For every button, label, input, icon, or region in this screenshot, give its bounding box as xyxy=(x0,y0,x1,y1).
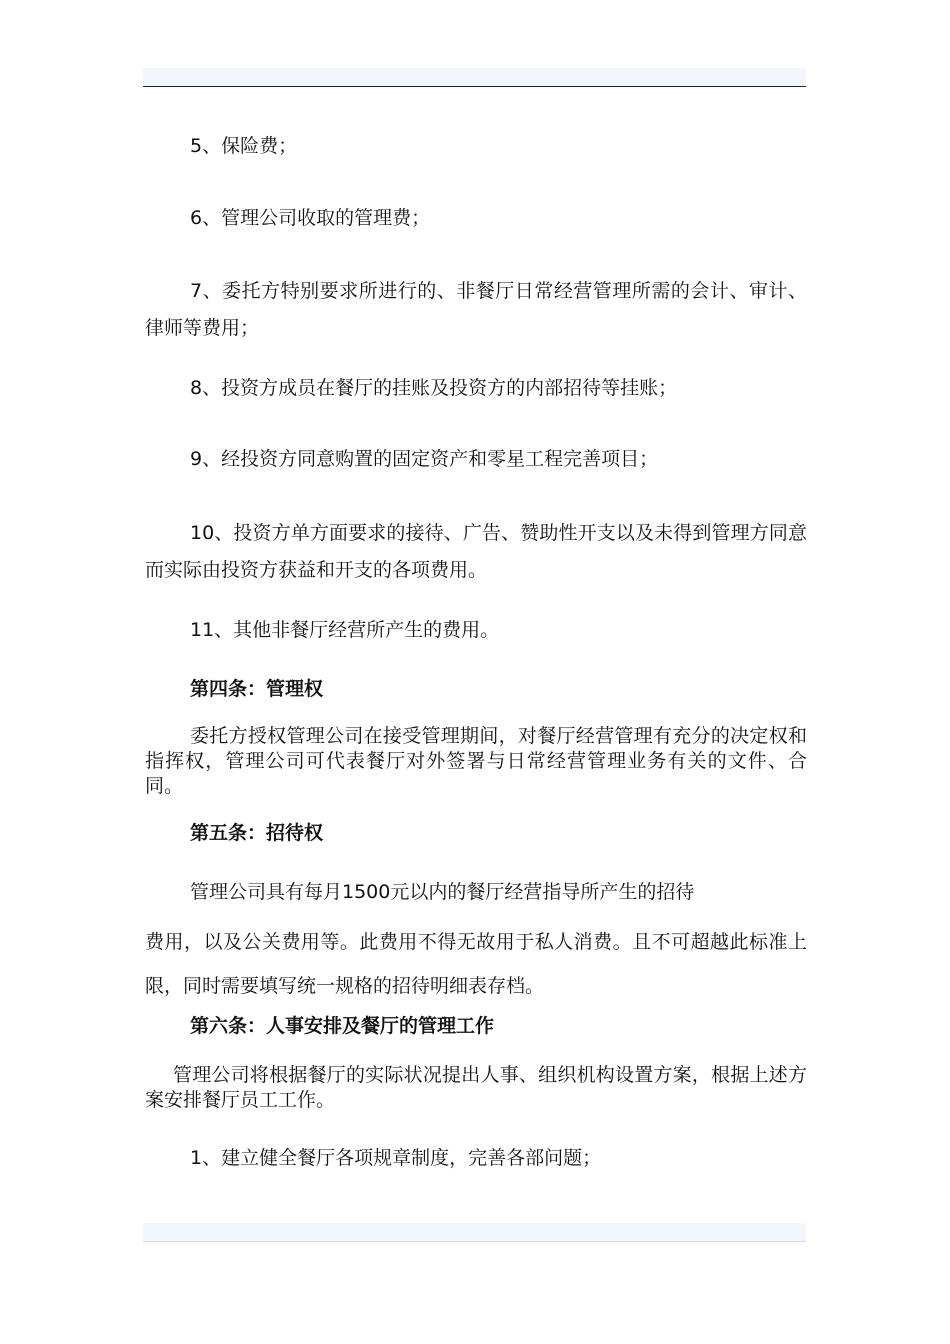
article-6-body: 管理公司将根据餐厅的实际状况提出人事、组织机构设置方案，根据上述方案安排餐厅员工工作。 xyxy=(145,1064,807,1111)
article-6-item-1: 1、建立健全餐厅各项规章制度，完善各部问题； xyxy=(190,1147,602,1169)
page-footer-rule xyxy=(143,1241,806,1242)
article-5-heading: 第五条：招待权 xyxy=(190,822,324,844)
clause-item-11: 11、其他非餐厅经营所产生的费用。 xyxy=(190,619,500,641)
page-header-band xyxy=(143,68,806,86)
clause-item-9: 9、经投资方同意购置的固定资产和零星工程完善项目； xyxy=(190,448,659,470)
article-5-body-rest: 费用，以及公关费用等。此费用不得无故用于私人消费。且不可超越此标准上限，同时需要填写统一规格的招待明细表存档。 xyxy=(145,931,807,997)
article-4-body: 委托方授权管理公司在接受管理期间，对餐厅经营管理有充分的决定权和指挥权，管理公司可代表餐厅对外签署与日常经营管理业务有关的文件、合同。 xyxy=(145,725,807,797)
clause-item-8: 8、投资方成员在餐厅的挂账及投资方的内部招待等挂账； xyxy=(190,377,678,399)
article-5-body-line1: 管理公司具有每月1500元以内的餐厅经营指导所产生的招待 xyxy=(190,881,695,903)
article-4-heading: 第四条：管理权 xyxy=(190,678,324,700)
clause-item-10: 10、投资方单方面要求的接待、广告、赞助性开支以及未得到管理方同意而实际由投资方获益和开支的各项费用。 xyxy=(145,522,807,581)
article-6-heading: 第六条：人事安排及餐厅的管理工作 xyxy=(190,1015,495,1037)
clause-item-6: 6、管理公司收取的管理费； xyxy=(190,207,431,229)
clause-item-7: 7、委托方特别要求所进行的、非餐厅日常经营管理所需的会计、审计、律师等费用； xyxy=(145,280,807,339)
page-footer-band xyxy=(143,1223,806,1241)
clause-item-5: 5、保险费； xyxy=(190,135,298,157)
page-header-rule xyxy=(143,86,806,87)
